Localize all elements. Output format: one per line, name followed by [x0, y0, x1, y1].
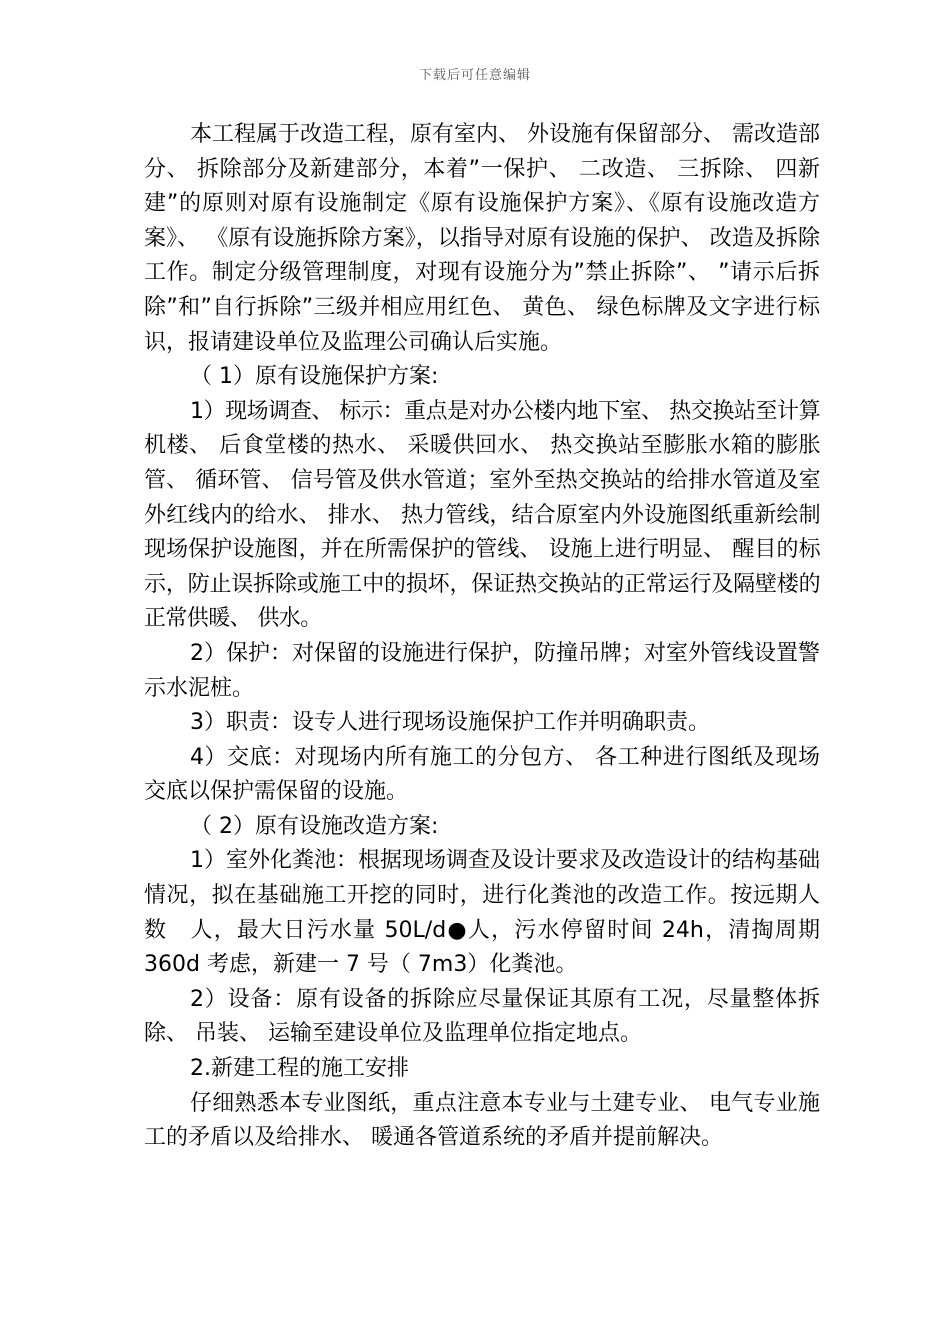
paragraph-equipment: 2）设备：原有设备的拆除应尽量保证其原有工况，尽量整体拆除、 吊装、 运输至建设单位及监理单位指定地点。 — [144, 986, 820, 1047]
paragraph-coordination: 仔细熟悉本专业图纸，重点注意本专业与土建专业、 电气专业施工的矛盾以及给排水、 暖通各管道系统的矛盾并提前解决。 — [144, 1090, 820, 1151]
document-body — [144, 118, 820, 1156]
paragraph-responsibility: 3）职责：设专人进行现场设施保护工作并明确职责。 — [190, 710, 710, 736]
paragraph-protection: 2）保护：对保留的设施进行保护，防撞吊牌；对室外管线设置警示水泥桩。 — [144, 640, 820, 701]
paragraph-briefing: 4）交底：对现场内所有施工的分包方、 各工种进行图纸及现场交底以保护需保留的设施。 — [144, 744, 820, 805]
page-header: 下载后可任意编辑 — [418, 68, 531, 83]
paragraph-intro: 本工程属于改造工程，原有室内、 外设施有保留部分、 需改造部分、 拆除部分及新建部分，本着”一保护、 二改造、 三拆除、 四新建”的原则对原有设施制定《原有设施保护方案》、《原有设施改造方案》、 《原有设施拆除方案》，以指导对原有设施的保护、 改造及拆除工作。制定分级管理制度，对现有设施分为”禁止拆除”、 ”请示后拆除”和”自行拆除”三级并相应用红色、 黄色、 绿色标牌及文字进行标识，报请建设单位及监理公司确认后实施。 — [144, 122, 820, 355]
section-heading-new-construction: 2.新建工程的施工安排 — [190, 1056, 409, 1082]
paragraph-septic-tank: 1）室外化粪池：根据现场调查及设计要求及改造设计的结构基础情况，拟在基础施工开挖的同时，进行化粪池的改造工作。按远期人数 人，最大日污水量 50L/d●人，污水停留时间 24h，清掏周期 360d 考虑，新建一 7 号（ 7m3）化粪池。 — [144, 848, 820, 978]
paragraph-site-survey: 1）现场调查、 标示：重点是对办公楼内地下室、 热交换站至计算机楼、 后食堂楼的热水、 采暖供回水、 热交换站至膨胀水箱的膨胀管、 循环管、 信号管及供水管道；室外至热交换站的给排水管道及室外红线内的给水、 排水、 热力管线，结合原室内外设施图纸重新绘制现场保护设施图，并在所需保护的管线、 设施上进行明显、 醒目的标示，防止误拆除或施工中的损坏，保证热交换站的正常运行及隔壁楼的正常供暖、 供水。 — [144, 398, 820, 632]
section-heading-renovation: （ 2）原有设施改造方案: — [190, 813, 439, 839]
section-heading-protection: （ 1）原有设施保护方案: — [190, 364, 439, 390]
